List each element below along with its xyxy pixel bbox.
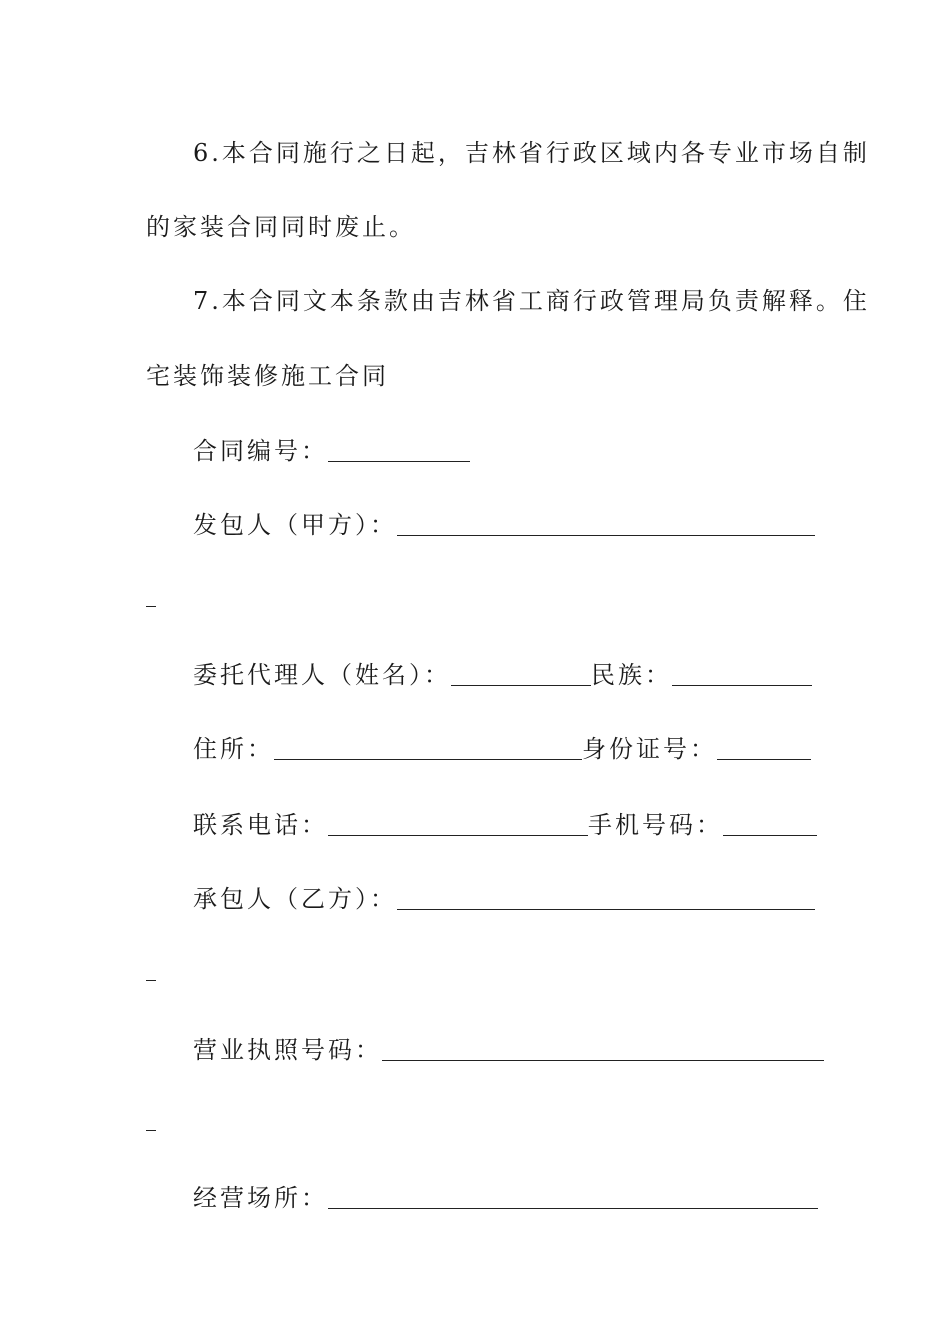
ethnicity-label: 民族： [591,661,672,689]
id-number-field[interactable] [717,737,811,760]
mobile-label: 手机号码： [588,811,723,839]
phone-label: 联系电话： [193,811,328,839]
premises-field[interactable] [328,1186,818,1209]
license-row [193,1035,824,1065]
para7-line2 [146,361,389,391]
contractor-row [193,884,815,914]
phone-row [193,810,817,840]
id-label: 身份证号： [582,735,717,763]
premises-row [193,1183,818,1213]
contractor-field[interactable] [397,887,815,910]
employer-field-continuation [146,584,156,611]
para6-line1 [193,138,870,168]
ethnicity-field[interactable] [672,663,812,686]
agent-label: 委托代理人（姓名）： [193,661,451,689]
mobile-field[interactable] [723,813,817,836]
phone-field[interactable] [328,813,588,836]
para7-text1: 7.本合同文本条款由吉林省工商行政管理局负责解释。住 [193,287,870,315]
address-label: 住所： [193,735,274,763]
contract-no-field[interactable] [328,439,470,462]
premises-label: 经营场所： [193,1184,328,1212]
employer-row [193,510,815,540]
contract-no-row [193,436,470,466]
employer-field[interactable] [397,513,815,536]
contractor-field-tail[interactable] [146,958,156,981]
employer-label: 发包人（甲方）： [193,511,397,539]
agent-name-field[interactable] [451,663,591,686]
para6-text2: 的家装合同同时废止。 [146,213,416,241]
contract-title: 宅装饰装修施工合同 [146,362,389,390]
para7-line1 [193,286,870,316]
employer-field-tail[interactable] [146,584,156,607]
para6-line2 [146,212,416,242]
address-row [193,734,811,764]
contractor-field-continuation [146,958,156,985]
address-field[interactable] [274,737,582,760]
license-field-tail[interactable] [146,1108,156,1131]
para6-text1: 6.本合同施行之日起，吉林省行政区域内各专业市场自制 [193,139,870,167]
contractor-label: 承包人（乙方）： [193,885,397,913]
license-label: 营业执照号码： [193,1036,382,1064]
agent-row [193,660,812,690]
license-field[interactable] [382,1038,824,1061]
contract-no-label: 合同编号： [193,437,328,465]
license-field-continuation [146,1108,156,1135]
